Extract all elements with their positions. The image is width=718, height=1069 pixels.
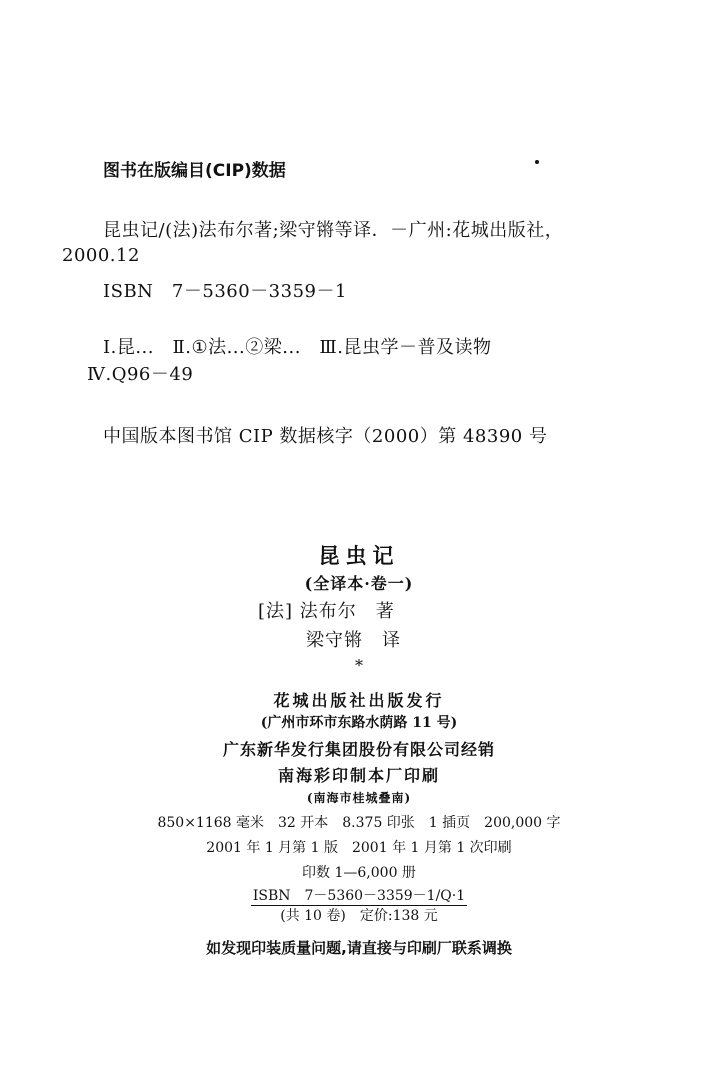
quality-notice: 如发现印装质量问题,请直接与印刷厂联系调换	[206, 939, 512, 957]
dot-mark	[535, 160, 539, 164]
printer-address: (南海市桂城叠南)	[306, 791, 412, 805]
price-line: (共 10 卷) 定价:138 元	[280, 908, 438, 924]
separator-asterisk: *	[355, 656, 363, 675]
cip-isbn-line: ISBN 7－5360－3359－1	[103, 281, 347, 302]
cip-heading: 图书在版编目(CIP)数据	[103, 161, 286, 181]
format-specs: 850×1168 毫米 32 开本 8.375 印张 1 插页 200,000 字	[157, 815, 561, 831]
cip-subject-line: Ⅰ.昆... Ⅱ.①法...②梁... Ⅲ.昆虫学－普及读物	[103, 337, 492, 358]
book-subtitle: (全译本·卷一)	[304, 574, 414, 593]
publisher-line: 花城出版社出版发行	[273, 691, 445, 710]
author-line: [法] 法布尔 著	[258, 601, 395, 622]
print-run: 印数 1—6,000 册	[302, 865, 416, 881]
isbn-block	[0, 885, 718, 906]
isbn-final: ISBN 7－5360－3359－1/Q·1	[252, 888, 466, 904]
translator-line: 梁守锵 译	[306, 630, 401, 651]
cip-record-number-line: 中国版本图书馆 CIP 数据核字（2000）第 48390 号	[103, 426, 548, 447]
publisher-address: (广州市环市东路水荫路 11 号)	[260, 715, 458, 731]
cip-classification-line: Ⅳ.Q96－49	[87, 364, 194, 385]
cip-date-line: 2000.12	[62, 245, 140, 266]
cip-title-line: 昆虫记/(法)法布尔著;梁守锵等译．－广州:花城出版社，	[103, 220, 564, 241]
book-title: 昆虫记	[318, 544, 400, 568]
edition-info: 2001 年 1 月第 1 版 2001 年 1 月第 1 次印刷	[206, 840, 512, 856]
printer-line: 南海彩印制本厂印刷	[277, 766, 440, 785]
distributor-line: 广东新华发行集团股份有限公司经销	[222, 740, 495, 759]
